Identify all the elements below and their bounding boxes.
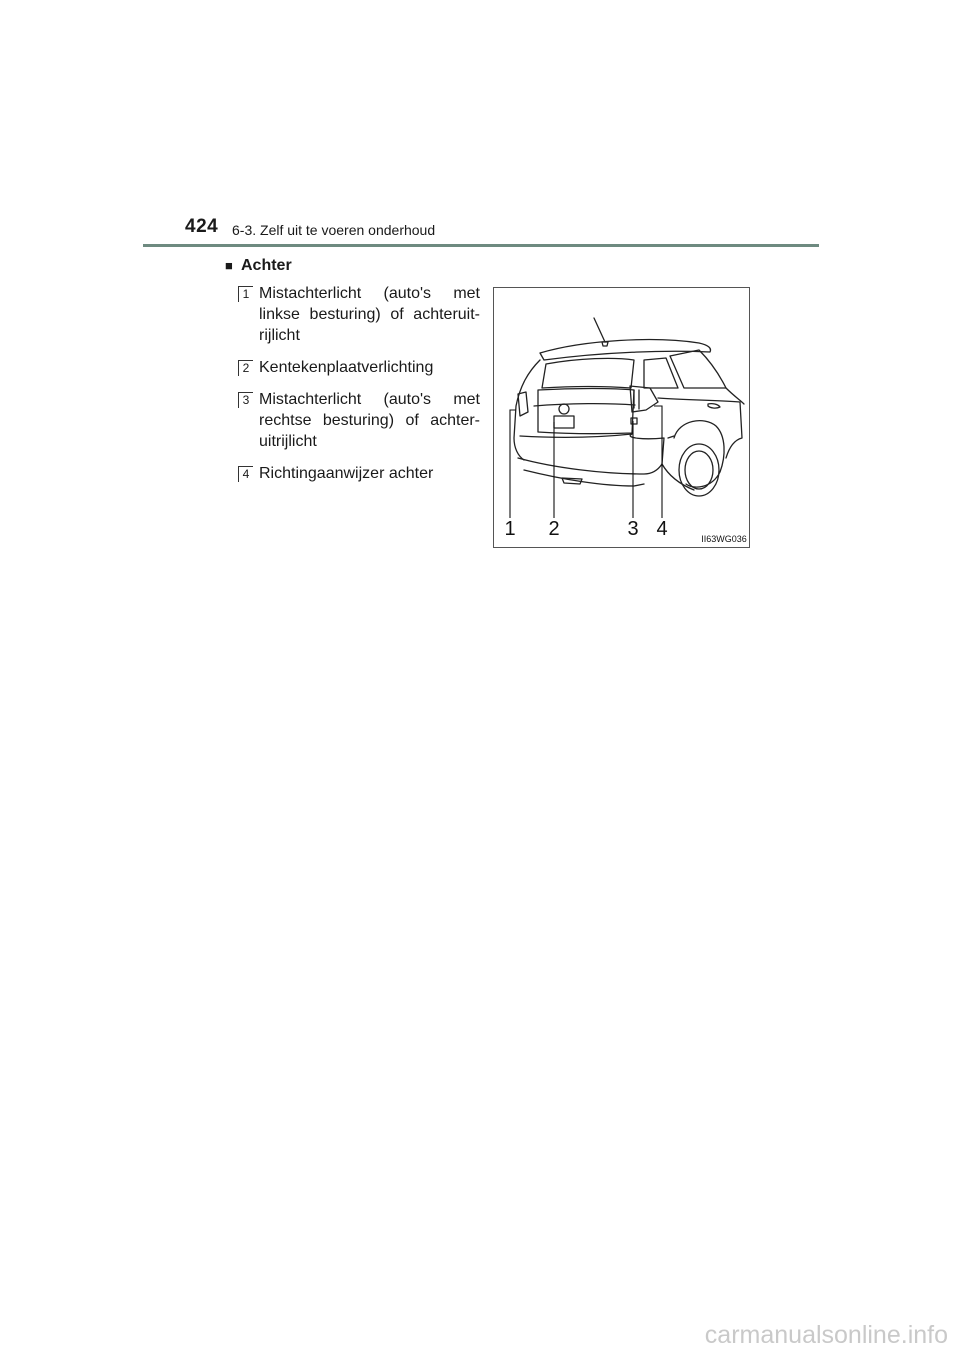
list-item (238, 389, 480, 452)
square-bullet-icon: ■ (225, 258, 233, 273)
item-text: Kentekenplaatverlichting (259, 359, 434, 376)
subheading (225, 257, 292, 275)
item-number-badge: 4 (238, 466, 253, 482)
list-item (238, 463, 480, 484)
callout-3: 3 (627, 518, 639, 540)
watermark: carmanualsonline.info (704, 1321, 948, 1349)
list-item (238, 283, 480, 346)
page-number: 424 (185, 216, 219, 237)
callout-1: 1 (504, 518, 516, 540)
list-item (238, 357, 480, 378)
section-title: 6-3. Zelf uit te voeren onderhoud (232, 222, 436, 238)
item-number-badge: 1 (238, 286, 253, 302)
light-list (238, 283, 480, 495)
subheading-title: Achter (241, 257, 292, 274)
item-number-badge: 2 (238, 360, 253, 376)
item-text: Mistachterlicht (auto's met rechtse besturing) of achter-uitrijlicht (259, 391, 480, 450)
item-text: Richtingaanwijzer achter (259, 465, 434, 482)
header-rule (143, 244, 819, 247)
item-text: Mistachterlicht (auto's met linkse besturing) of achteruit-rijlicht (259, 285, 480, 344)
figure-code: II63WG036 (701, 534, 747, 544)
item-number-badge: 3 (238, 392, 253, 408)
callout-2: 2 (548, 518, 560, 540)
callout-4: 4 (656, 518, 668, 540)
rear-lights-figure (493, 287, 750, 548)
car-rear-illustration (494, 288, 749, 547)
